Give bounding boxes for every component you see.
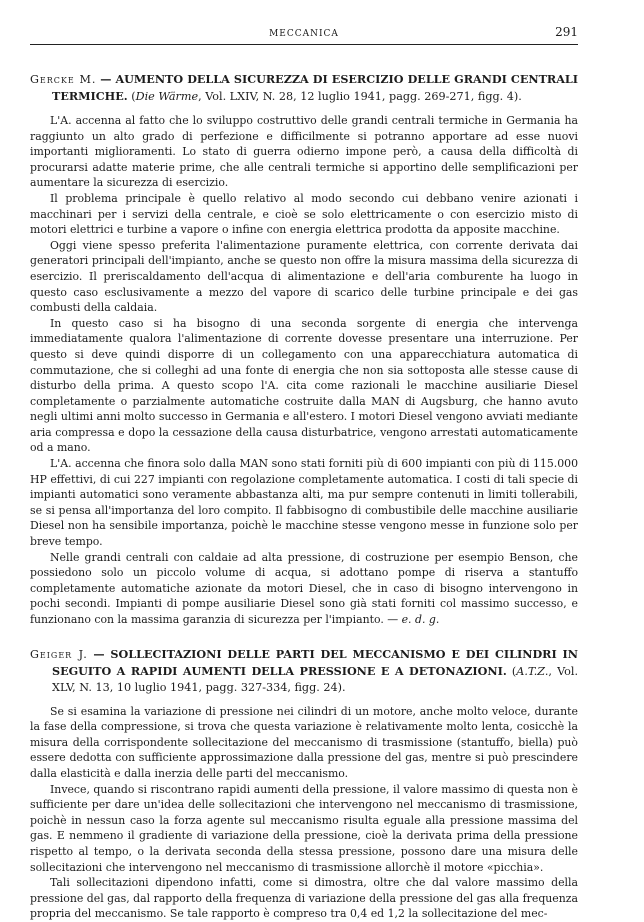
reference-journal: A.T.Z.: [516, 664, 549, 678]
article-geiger: [30, 646, 578, 922]
running-header: [30, 20, 578, 45]
paragraph: In questo caso si ha bisogno di una seconda sorgente di energia che intervenga immediatamente qualora l'alimentazione di corrente dovesse presentare una interruzione. Per questo si deve quindi disporre di un collegamento con una apparecchiatura automatica di commutazione, che si colleghi ad una fonte di energia che non sia sottoposta alle stesse cause di disturbo della prima. A questo scopo l'A. cita come razionali le macchine ausiliarie Diesel completamente o parzialmente automatiche costruite dalla MAN di Augsburg, che hanno avuto negli ultimi anni molto successo in Germania e all'estero. I motori Diesel vengono avviati mediante aria compressa e dopo la cessazione della causa disturbatrice, vengono arrestati automaticamente od a mano.: [30, 316, 578, 455]
reference-details: , Vol. LXIV, N. 28, 12 luglio 1941, pagg. 269-271, figg. 4).: [198, 90, 522, 103]
reference-details: , Vol. XLV, N. 13, 10 luglio 1941, pagg. 327-334, figg. 24).: [52, 664, 578, 694]
paragraph: Oggi viene spesso preferita l'alimentazione puramente elettrica, con corrente derivata dai generatori principali dell'impianto, anche se questo non offre la misura massima della sicurezza di esercizio. Il preriscaldamento dell'acqua di alimentazione e dell'aria comburente ha luogo in questo caso esclusivamente a mezzo del vapore di scarico delle turbine principale e dei gas combusti della caldaia.: [30, 238, 578, 315]
paragraph-text: Nelle grandi centrali con caldaie ad alta pressione, di costruzione per esempio Benson, che possiedono solo un piccolo volume di acqua, si adottano pompe di riserva a stantuffo completamente automatiche azionate da motori Diesel, che in caso di bisogno intervengono in pochi secondi. Impianti di pompe ausiliarie Diesel sono già stati forniti col massimo successo, e funzionano con la massima garanzia di sicurezza per l'impianto.: [30, 550, 578, 626]
author-signature: — e. d. g.: [387, 613, 440, 626]
paragraph: Il problema principale è quello relativo al modo secondo cui debbano venire azionati i macchinari per i servizi della centrale, e cioè se solo elettricamente o con esercizio misto di motori elettrici e turbine a vapore o infine con energia elettrica prodotta da apposite macchine.: [30, 191, 578, 237]
paragraph: Invece, quando si riscontrano rapidi aumenti della pressione, il valore massimo di questa non è sufficiente per dare un'idea delle sollecitazioni che intervengono nel meccanismo di trasmissione, poichè in nessun caso la forza agente sul meccanismo risulta eguale alla pressione massima del gas. E nemmeno il gradiente di variazione della pressione, cioè la derivata prima della pressione rispetto al tempo, o la derivata seconda della stessa pressione, possono dare una misura delle sollecitazioni che intervengono nel meccanismo di trasmissione allorchè il motore «picchia».: [30, 782, 578, 874]
paragraph: Se si esamina la variazione di pressione nei cilindri di un motore, anche molto veloce, durante la fase della compressione, si trova che questa variazione è relativamente molto lenta, cosicchè la misura della corrispondente sollecitazione del meccanismo di trasmissione (stantuffo, biella) può essere dedotta con sufficiente approssimazione dalla pressione del gas, mentre si può prescindere dalla elasticità e dalla inerzia delle parti del meccanismo.: [30, 704, 578, 780]
paragraph: L'A. accenna al fatto che lo sviluppo costruttivo delle grandi centrali termiche in Germania ha raggiunto un alto grado di perfezione e difficilmente si potranno apportare ad esse nuovi importanti miglioramenti. Lo stato di guerra odierno impone però, a causa della difficoltà di procurarsi adatte materie prime, che alle centrali termiche si apportino delle semplificazioni per aumentare la sicurezza di esercizio.: [30, 114, 578, 190]
article-author: Geiger J.: [30, 647, 88, 661]
paragraph: L'A. accenna che finora solo dalla MAN sono stati forniti più di 600 impianti con più di 115.000 HP effettivi, di cui 227 impianti con regolazione completamente automatica. I costi di tali specie di impianti automatici sono veramente abbastanza alti, ma pur sempre contenuti in limiti tollerabili, se si pensa all'importanza del loro compito. Il fabbisogno di combustibile delle macchine ausiliarie Diesel non ha sensibile importanza, poichè le macchine stesse vengono messe in funzione solo per breve tempo.: [30, 457, 578, 549]
journal-page: [30, 20, 578, 922]
article-title: — AUMENTO DELLA SICUREZZA DI ESERCIZIO DELLE GRANDI CENTRALI TERMICHE.: [52, 72, 578, 103]
paragraph-last: [30, 550, 578, 628]
article-heading: [30, 71, 578, 105]
article-author: Gercke M.: [30, 73, 97, 86]
article-heading: [30, 646, 578, 696]
reference-open: (: [506, 664, 517, 678]
article-gercke: [30, 71, 578, 628]
reference-open: (: [127, 90, 136, 103]
section-title: MECCANICA: [269, 29, 339, 39]
reference-journal: Die Wärme: [135, 90, 199, 103]
page-number: 291: [555, 25, 578, 39]
paragraph: Tali sollecitazioni dipendono infatti, come si dimostra, oltre che dal valore massimo della pressione del gas, dal rapporto della frequenza di variazione della pressione del gas alla frequenza propria del meccanismo. Se tale rapporto è compreso tra 0,4 ed 1,2 la sollecitazione del mec-: [30, 876, 578, 921]
article-title: — SOLLECITAZIONI DELLE PARTI DEL MECCANISMO E DEI CILINDRI IN SEGUITO A RAPIDI AUMENTI DELLA PRESSIONE E A DETONAZIONI.: [52, 646, 578, 678]
